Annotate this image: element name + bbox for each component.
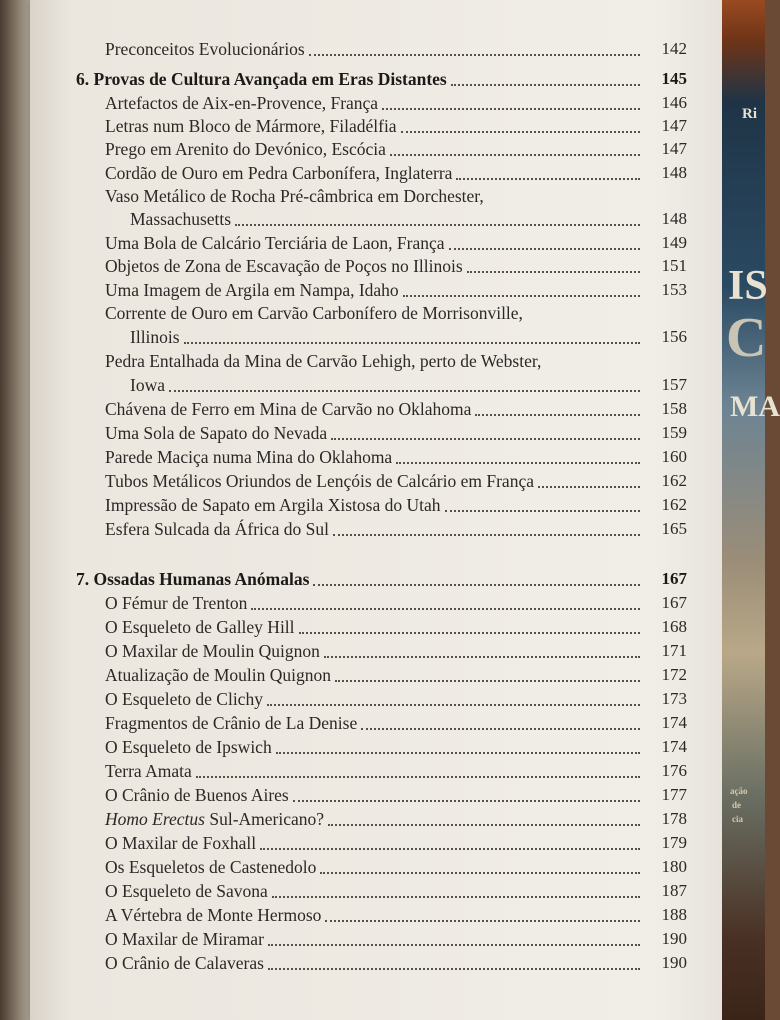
toc-entry-title [105, 136, 386, 162]
toc-page-number: 174 [661, 737, 687, 756]
toc-dot-leader [538, 484, 640, 488]
toc-page-number: 177 [661, 785, 687, 804]
toc-entry-title [105, 950, 264, 976]
toc-entry-row [30, 396, 722, 422]
toc-dot-leader [276, 750, 640, 754]
toc-page-number: 187 [661, 881, 687, 900]
toc-dot-leader [268, 966, 640, 970]
toc-dot-leader [449, 246, 640, 250]
toc-dot-leader [196, 774, 640, 778]
toc-dot-leader [451, 82, 640, 86]
toc-entry-title [105, 734, 272, 760]
toc-entry-title [105, 590, 247, 616]
toc-page-number: 171 [661, 641, 687, 660]
toc-entry-row [30, 324, 722, 350]
toc-dot-leader [475, 412, 640, 416]
toc-entry-title-text: O Maxilar de Foxhall [105, 833, 257, 853]
toc-page-number: 174 [661, 713, 687, 732]
toc-entry-row [30, 638, 722, 664]
toc-dot-leader [325, 918, 640, 922]
toc-dot-leader [268, 942, 640, 946]
toc-chapter-row [30, 66, 722, 92]
adjacent-book-cover [722, 0, 780, 1020]
toc-entry-title [105, 662, 331, 688]
cover-fragment: de [732, 800, 741, 810]
toc-dot-leader [445, 508, 640, 512]
toc-dot-leader [260, 846, 640, 850]
toc-dot-leader [313, 582, 640, 586]
toc-entry-title [105, 396, 471, 422]
cover-fragment: ação [730, 786, 748, 796]
toc-entry-title [105, 468, 534, 494]
toc-entry-title-text: Pedra Entalhada da Mina de Carvão Lehigh, perto de Webster, [105, 351, 542, 371]
toc-page-number: 153 [661, 280, 687, 299]
toc-entry-title [105, 253, 463, 279]
toc-entry-title-text: Uma Imagem de Argila em Nampa, Idaho [105, 280, 399, 300]
toc-page-number: 157 [661, 375, 687, 394]
toc-entry-title [105, 710, 357, 736]
toc-entry-row [30, 902, 722, 928]
toc-entry-title-text: Corrente de Ouro em Carvão Carbonífero de Morrisonville, [105, 303, 523, 323]
toc-entry-row [30, 758, 722, 784]
toc-dot-leader [333, 532, 640, 536]
toc-page-number: 149 [661, 233, 687, 252]
toc-entry-row [30, 590, 722, 616]
toc-page-number: 172 [661, 665, 687, 684]
toc-entry-row [30, 516, 722, 542]
toc-dot-leader [456, 176, 640, 180]
toc-page-number: 142 [661, 39, 687, 58]
toc-entry-title-text: Uma Bola de Calcário Terciária de Laon, França [105, 233, 445, 253]
toc-entry-title [105, 902, 321, 928]
toc-entry-row [30, 468, 722, 494]
toc-entry-title-text: Vaso Metálico de Rocha Pré-câmbrica em Dorchester, [105, 186, 484, 206]
toc-entry-title [105, 782, 289, 808]
toc-entry-title [76, 66, 447, 92]
toc-chapter-row [30, 566, 722, 592]
toc-entry-row [30, 782, 722, 808]
toc-dot-leader [272, 894, 640, 898]
toc-page-number: 147 [661, 139, 687, 158]
toc-entry-title [105, 806, 324, 832]
toc-entry-row [30, 444, 722, 470]
toc-entry-title [105, 300, 523, 326]
toc-entry-title-text: Cordão de Ouro em Pedra Carbonífera, Inglaterra [105, 163, 453, 183]
toc-entry-title-text: Objetos de Zona de Escavação de Poços no Illinois [105, 256, 463, 276]
toc-dot-leader [320, 870, 640, 874]
toc-entry-title-text: O Fémur de Trenton [105, 593, 248, 613]
toc-entry-row [30, 136, 722, 162]
toc-entry-title-text: Letras num Bloco de Mármore, Filadélfia [105, 116, 397, 136]
toc-entry-title-text: O Maxilar de Moulin Quignon [105, 641, 320, 661]
toc-entry-row [30, 253, 722, 279]
toc-dot-leader [335, 678, 640, 682]
toc-entry-row [30, 710, 722, 736]
toc-entry-row [30, 878, 722, 904]
toc-entry-row [30, 36, 722, 62]
toc-entry-title-text: O Esqueleto de Clichy [105, 689, 263, 709]
toc-entry-title-text: O Esqueleto de Ipswich [105, 737, 272, 757]
toc-page-number: 148 [661, 209, 687, 228]
toc-dot-leader [267, 702, 640, 706]
toc-entry-title [105, 854, 316, 880]
toc-entry-title [105, 686, 263, 712]
toc-page-number: 173 [661, 689, 687, 708]
toc-page-number: 168 [661, 617, 687, 636]
toc-entry-row [30, 686, 722, 712]
toc-dot-leader [251, 606, 640, 610]
toc-entry-title-text: 6. Provas de Cultura Avançada em Eras Distantes [76, 69, 447, 89]
toc-entry-row [30, 300, 722, 326]
toc-entry-title [105, 444, 392, 470]
toc-entry-title-text: O Crânio de Buenos Aires [105, 785, 289, 805]
toc-page-number: 190 [661, 929, 687, 948]
toc-dot-leader [293, 798, 640, 802]
toc-dot-leader [328, 822, 640, 826]
toc-entry-title [105, 638, 320, 664]
toc-entry-row [30, 854, 722, 880]
toc-page-number: 188 [661, 905, 687, 924]
cover-fragment: C [726, 307, 767, 369]
toc-entry-title-text: Terra Amata [105, 761, 192, 781]
toc-entry-title [105, 926, 264, 952]
toc-entry-title-text: O Maxilar de Miramar [105, 929, 264, 949]
toc-page-number: 167 [661, 593, 687, 612]
toc-page-number: 160 [661, 447, 687, 466]
toc-entry-title [130, 324, 180, 350]
toc-dot-leader [169, 388, 640, 392]
toc-entry-title-text: Prego em Arenito do Devónico, Escócia [105, 139, 386, 159]
toc-entry-row [30, 348, 722, 374]
toc-dot-leader [390, 152, 640, 156]
toc-entry-title-text: Tubos Metálicos Oriundos de Lençóis de Calcário em França [105, 471, 534, 491]
toc-page-number: 158 [661, 399, 687, 418]
toc-entry-title-text: Parede Maciça numa Mina do Oklahoma [105, 447, 393, 467]
toc-entry-title [105, 830, 256, 856]
toc-entry-title-italic: Homo Erectus [105, 809, 205, 829]
toc-entry-title [105, 878, 268, 904]
toc-page-number: 151 [661, 256, 687, 275]
toc-entry-row [30, 372, 722, 398]
toc-entry-title [105, 614, 295, 640]
toc-page-number: 147 [661, 116, 687, 135]
toc-dot-leader [235, 222, 640, 226]
toc-page-number: 146 [661, 93, 687, 112]
toc-entry-title-text: Esfera Sulcada da África do Sul [105, 519, 330, 539]
toc-dot-leader [331, 436, 640, 440]
toc-entry-title-text: Artefactos de Aix-en-Provence, França [105, 93, 379, 113]
cover-fragment: MA [730, 390, 780, 423]
toc-entry-title-text: Atualização de Moulin Quignon [105, 665, 331, 685]
cover-fragment: cia [732, 814, 743, 824]
toc-page-number: 162 [661, 495, 687, 514]
toc-page-number: 178 [661, 809, 687, 828]
toc-entry-title [130, 206, 231, 232]
toc-dot-leader [396, 460, 640, 464]
cover-fragment: Ri [742, 106, 757, 122]
cover-fragment: IS [728, 263, 768, 309]
toc-entry-row [30, 420, 722, 446]
toc-entry-title-text: Massachusetts [130, 209, 232, 229]
toc-dot-leader [382, 106, 640, 110]
toc-page-number: 148 [661, 163, 687, 182]
toc-entry-row [30, 492, 722, 518]
toc-page-number: 165 [661, 519, 687, 538]
toc-dot-leader [309, 52, 640, 56]
toc-entry-title-text: Iowa [130, 375, 165, 395]
toc-entry-title-text: Sul-Americano? [209, 809, 325, 829]
toc-page-number: 167 [661, 569, 687, 588]
toc-entry-title-text: O Esqueleto de Galley Hill [105, 617, 295, 637]
toc-entry-title [76, 566, 309, 592]
toc-dot-leader [184, 340, 640, 344]
toc-page-number: 190 [661, 953, 687, 972]
toc-entry-title [105, 36, 305, 62]
toc-entry-title-text: Preconceitos Evolucionários [105, 39, 305, 59]
toc-entry-title-text: Uma Sola de Sapato do Nevada [105, 423, 328, 443]
table-of-contents [30, 0, 722, 1020]
toc-entry-title-text: Chávena de Ferro em Mina de Carvão no Oklahoma [105, 399, 472, 419]
toc-entry-title-text: Illinois [130, 327, 180, 347]
toc-dot-leader [467, 269, 640, 273]
toc-entry-title [105, 492, 441, 518]
toc-entry-title [130, 372, 165, 398]
toc-entry-title-text: Impressão de Sapato em Argila Xistosa do Utah [105, 495, 441, 515]
toc-entry-title-text: O Crânio de Calaveras [105, 953, 264, 973]
toc-page-number: 176 [661, 761, 687, 780]
toc-page-number: 162 [661, 471, 687, 490]
toc-entry-title-text: O Esqueleto de Savona [105, 881, 268, 901]
toc-entry-title-text: A Vértebra de Monte Hermoso [105, 905, 322, 925]
toc-entry-row [30, 950, 722, 976]
toc-entry-title [105, 420, 327, 446]
toc-entry-row [30, 806, 722, 832]
toc-page-number: 180 [661, 857, 687, 876]
toc-entry-row [30, 662, 722, 688]
toc-entry-title-text: Fragmentos de Crânio de La Denise [105, 713, 358, 733]
toc-page-number: 156 [661, 327, 687, 346]
toc-page-number: 145 [661, 69, 687, 88]
toc-entry-row [30, 926, 722, 952]
toc-entry-title [105, 758, 192, 784]
toc-dot-leader [403, 293, 640, 297]
toc-entry-title-text: Os Esqueletos de Castenedolo [105, 857, 317, 877]
toc-entry-row [30, 206, 722, 232]
toc-dot-leader [361, 726, 640, 730]
toc-entry-title-text: 7. Ossadas Humanas Anómalas [76, 569, 310, 589]
toc-dot-leader [401, 129, 640, 133]
toc-dot-leader [324, 654, 640, 658]
toc-dot-leader [299, 630, 640, 634]
toc-entry-title [105, 516, 329, 542]
toc-entry-title [105, 348, 541, 374]
toc-entry-row [30, 734, 722, 760]
book-page [30, 0, 722, 1020]
toc-entry-row [30, 614, 722, 640]
toc-page-number: 159 [661, 423, 687, 442]
toc-page-number: 179 [661, 833, 687, 852]
toc-entry-row [30, 830, 722, 856]
